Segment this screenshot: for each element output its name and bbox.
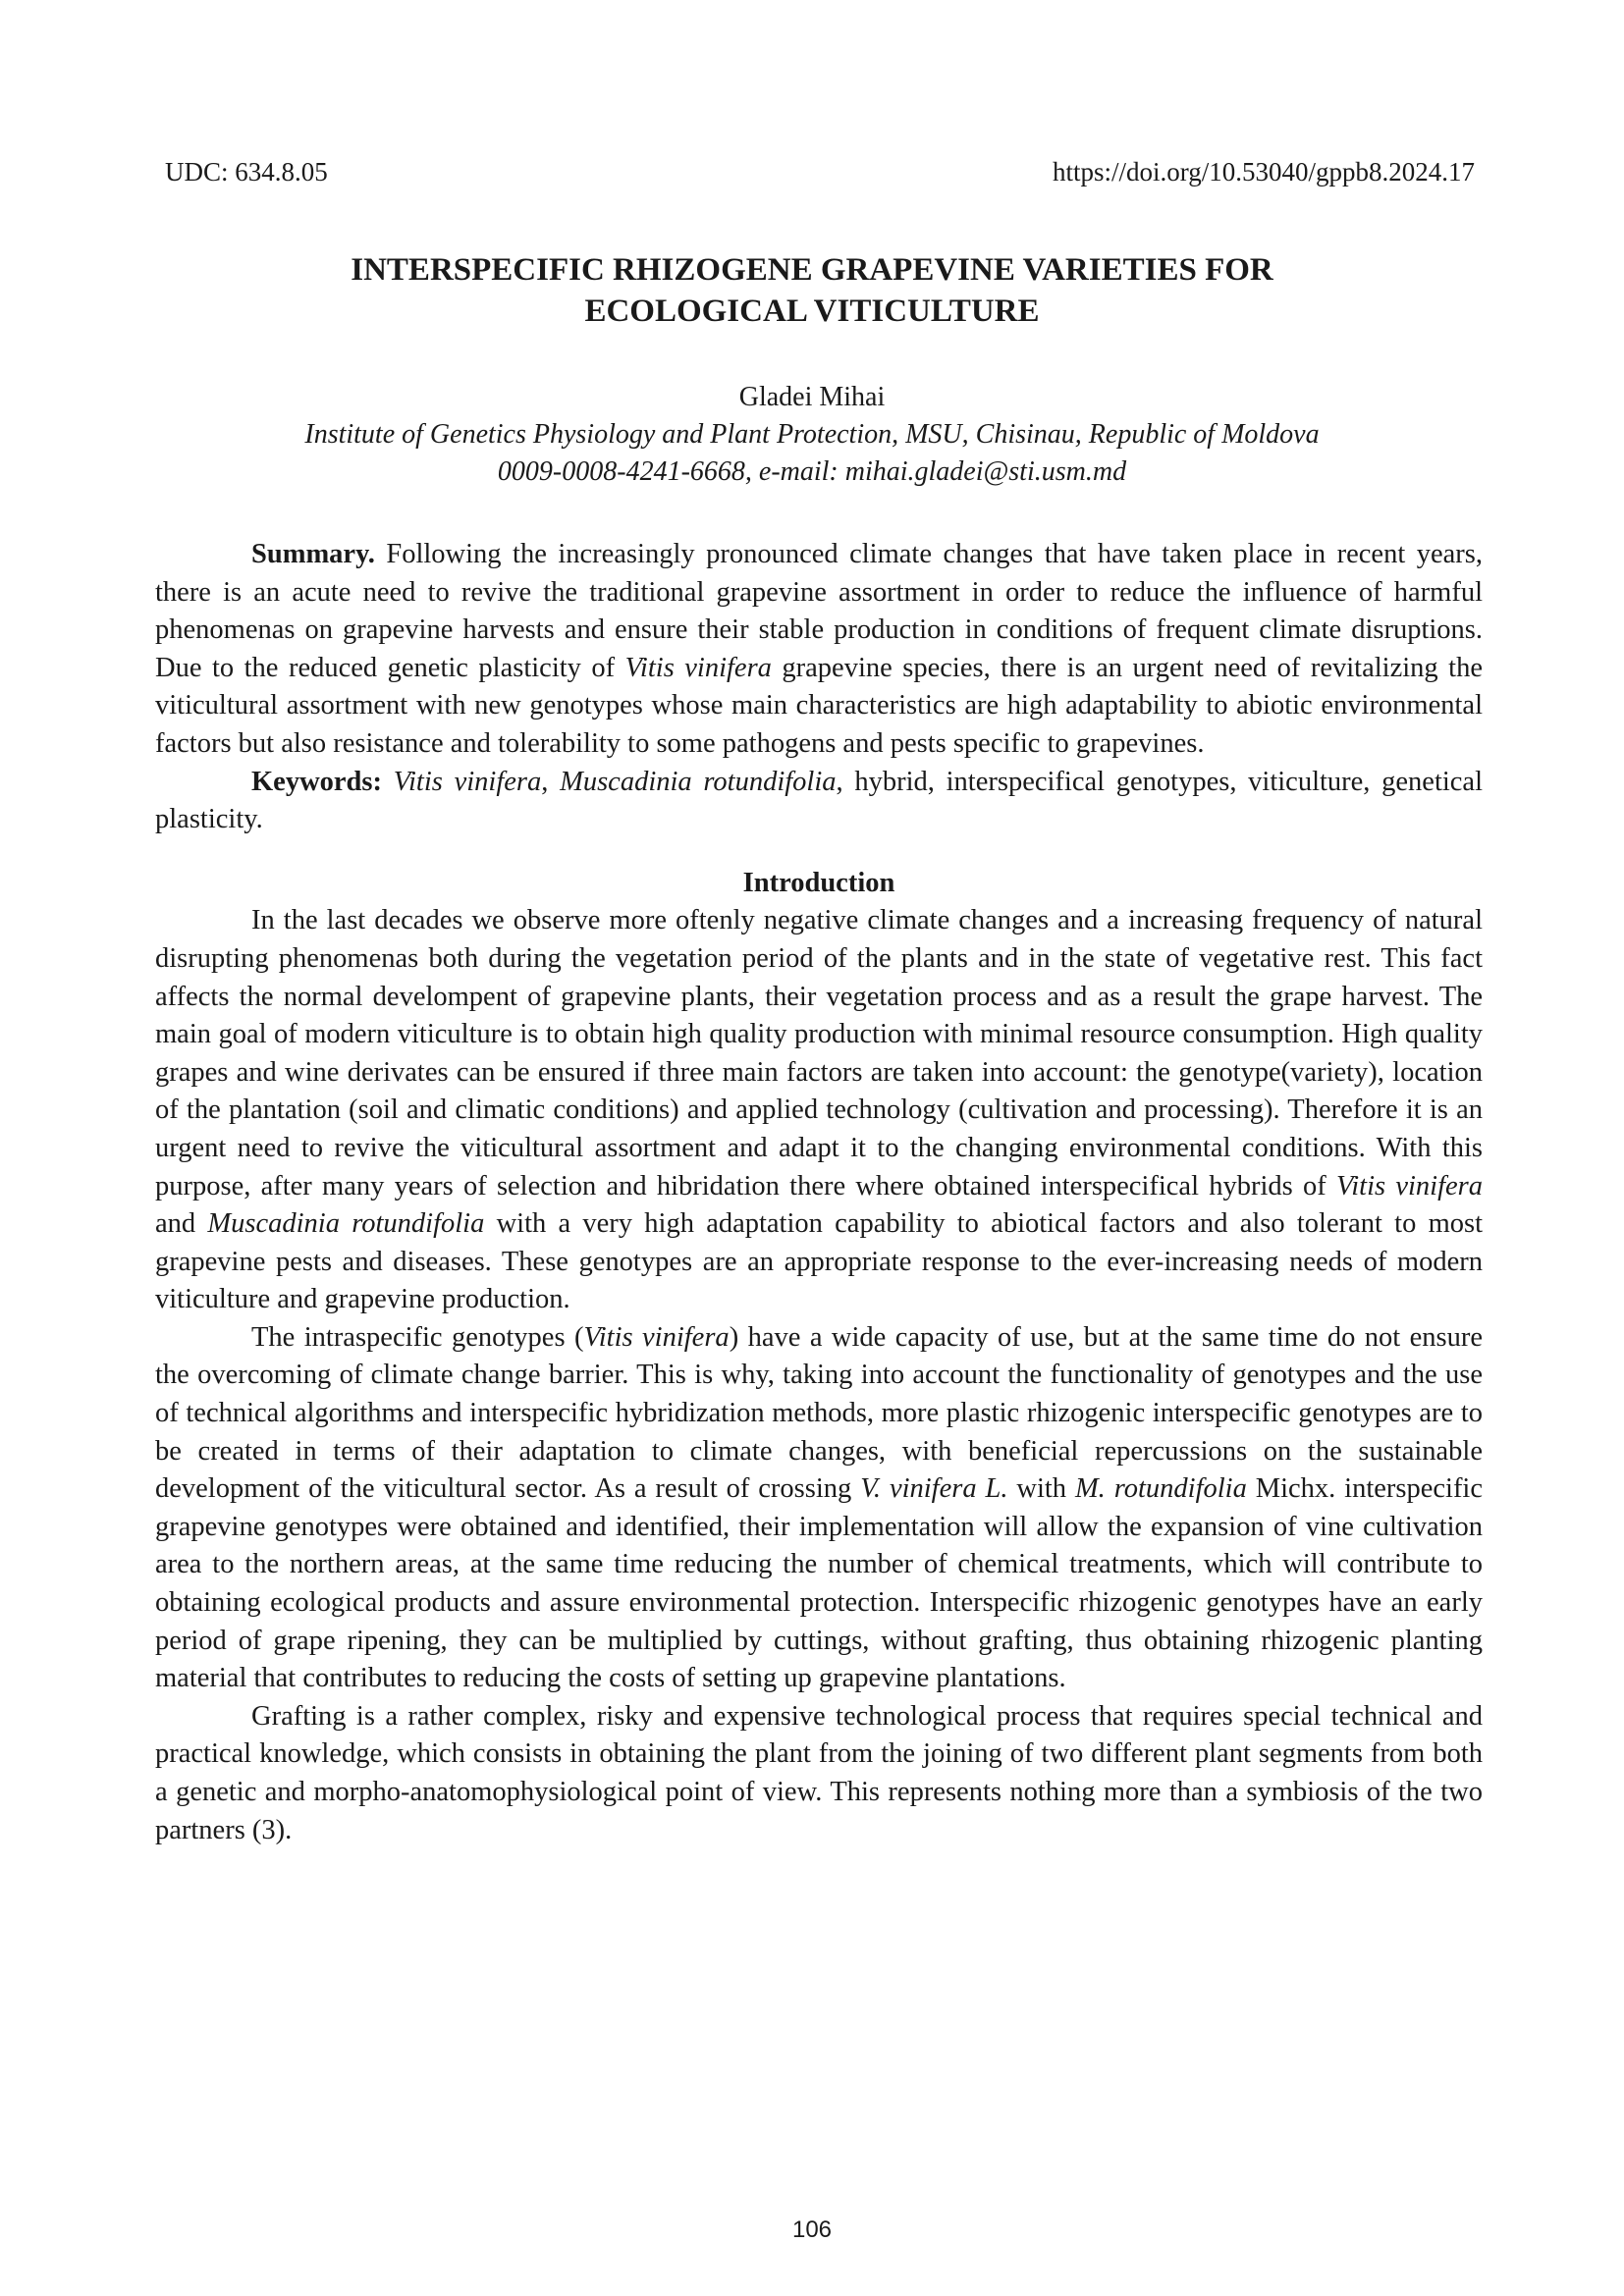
- summary-label: Summary.: [251, 539, 375, 569]
- title-line-1: INTERSPECIFIC RHIZOGENE GRAPEVINE VARIETIES FOR: [351, 252, 1273, 288]
- keywords-paragraph: [155, 764, 1483, 839]
- author-block: [157, 379, 1467, 491]
- intro-p1-italic-2: Muscadinia rotundifolia: [207, 1208, 485, 1240]
- intro-p1-italic-1: Vitis vinifera: [1335, 1170, 1483, 1201]
- author-name: Gladei Mihai: [738, 382, 886, 412]
- keyword-muscadinia: Muscadinia rotundifolia: [560, 766, 837, 797]
- doi-link[interactable]: https://doi.org/10.53040/gppb8.2024.17: [1052, 157, 1475, 187]
- page-number: 106: [791, 2216, 833, 2243]
- intro-p1-text-c: with a very high adaptation capability to abiotical factors and also tolerant to most grapevine pests and diseases. These genotypes are an appropriate response to the ever-increasing needs of modern viticulture and grapevine production.: [155, 1208, 1483, 1315]
- paper-body: [155, 536, 1483, 1849]
- title-line-2: ECOLOGICAL VITICULTURE: [584, 294, 1040, 329]
- keywords-label: Keywords:: [251, 766, 382, 797]
- keyword-vitis: Vitis vinifera: [393, 766, 542, 797]
- intro-paragraph-2: [155, 1319, 1483, 1698]
- author-orcid-email[interactable]: 0009-0008-4241-6668, e-mail: mihai.gladei@sti.usm.md: [497, 456, 1127, 487]
- keyword-sep: ,: [541, 766, 561, 797]
- author-affiliation: Institute of Genetics Physiology and Plant Protection, MSU, Chisinau, Republic of Moldova: [304, 419, 1320, 450]
- intro-p2-text-d: Michx. interspecific grapevine genotypes were obtained and identified, their implementation will allow the expansion of vine cultivation area to the northern areas, at the same time reducing the number of chemical treatments, which will contribute to obtaining ecological products and assure environmental protection. Interspecific rhizogenic genotypes have an early period of grape ripening, they can be multiplied by cuttings, without grafting, thus obtaining rhizogenic planting material that contributes to reducing the costs of setting up grapevine plantations.: [155, 1473, 1483, 1694]
- page-header: [165, 157, 1475, 187]
- section-heading-introduction: Introduction: [742, 867, 895, 898]
- paper-title: [157, 249, 1467, 332]
- intro-p2-italic-1: Vitis vinifera: [583, 1321, 730, 1353]
- summary-text-a: Following the increasingly pronounced climate changes that have taken place in recent years, there is an acute need to revive the traditional grapevine assortment in order to reduce the influence of harmful phenomenas on grapevine harvests and ensure their stable production in conditions of frequent climate disruptions. Due to the reduced genetic plasticity of: [155, 539, 1483, 683]
- udc-code: UDC: 634.8.05: [165, 157, 328, 187]
- summary-italic-a: Vitis vinifera: [624, 652, 772, 683]
- intro-p2-italic-2: V. vinifera L.: [860, 1473, 1008, 1505]
- intro-paragraph-1: [155, 902, 1483, 1319]
- keywords-text: , hybrid, interspecifical genotypes, viticulture, genetical plasticity.: [155, 766, 1483, 835]
- intro-p1-text-a: In the last decades we observe more oftenly negative climate changes and a increasing frequency of natural disrupting phenomenas both during the vegetation period of the plants and in the state of vegetative rest. This fact affects the normal develompent of grapevine plants, their vegetation process and as a result the grape harvest. The main goal of modern viticulture is to obtain high quality production with minimal resource consumption. High quality grapes and wine derivates can be ensured if three main factors are taken into account: the genotype(variety), location of the plantation (soil and climatic conditions) and applied technology (cultivation and processing). Therefore it is an urgent need to revive the viticultural assortment and adapt it to the changing environmental conditions. With this purpose, after many years of selection and hibridation there where obtained interspecifical hybrids of: [155, 905, 1483, 1201]
- intro-paragraph-3: Grafting is a rather complex, risky and expensive technological process that requires special technical and practical knowledge, which consists in obtaining the plant from the joining of two different plant segments from both a genetic and morpho-anatomophysiological point of view. This represents nothing more than a symbiosis of the two partners (3).: [155, 1700, 1483, 1845]
- summary-paragraph: [155, 536, 1483, 764]
- intro-p2-text-a: The intraspecific genotypes (: [251, 1321, 584, 1353]
- intro-p2-text-b: ) have a wide capacity of use, but at the same time do not ensure the overcoming of climate change barrier. This is why, taking into account the functionality of genotypes and the use of technical algorithms and interspecific hybridization methods, more plastic rhizogenic interspecific genotypes are to be created in terms of their adaptation to climate changes, with beneficial repercussions on the sustainable development of the viticultural sector. As a result of crossing: [155, 1321, 1484, 1505]
- intro-p1-text-b: and: [155, 1208, 208, 1240]
- summary-text-b: grapevine species, there is an urgent need of revitalizing the viticultural assortment with new genotypes whose main characteristics are high adaptability to abiotic environmental factors but also resistance and tolerability to some pathogens and pests specific to grapevines.: [155, 652, 1483, 759]
- intro-p2-italic-3: M. rotundifolia: [1074, 1473, 1247, 1505]
- intro-p2-text-c: with: [1007, 1473, 1075, 1505]
